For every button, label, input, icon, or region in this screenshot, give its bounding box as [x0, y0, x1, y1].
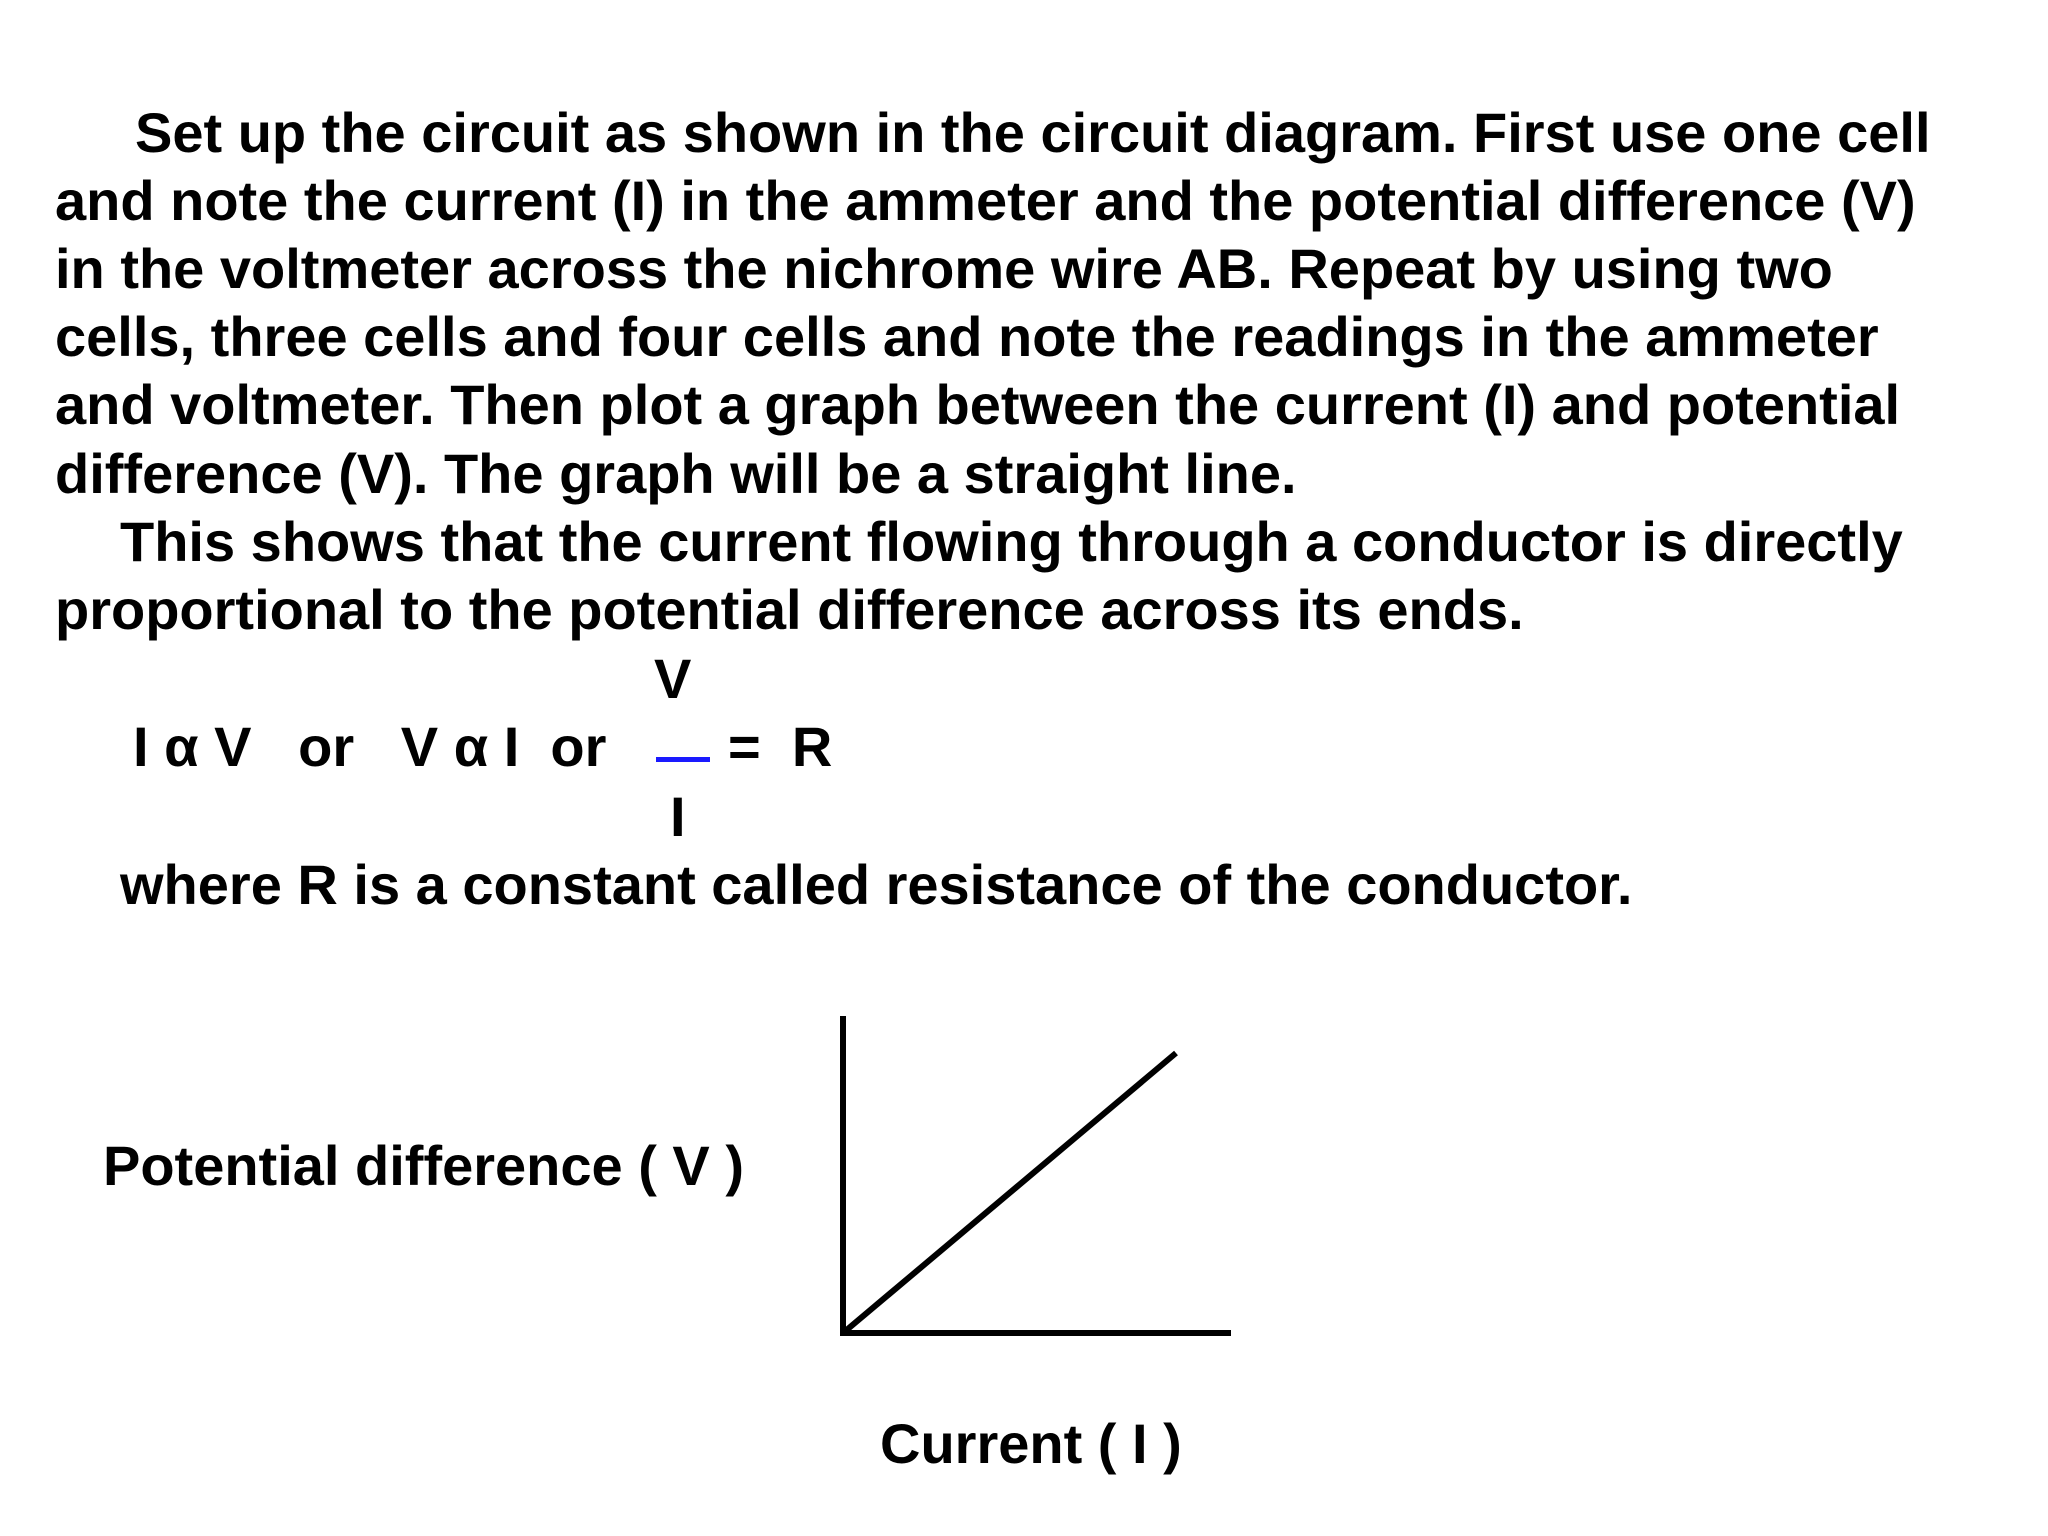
paragraph1-line-1: Set up the circuit as shown in the circuit diagram. First use one cell	[135, 101, 1931, 164]
paragraph1-line-2: and note the current (I) in the ammeter and the potential difference (V)	[55, 169, 1916, 232]
definition-text: where R is a constant called resistance of the conductor.	[120, 853, 1633, 916]
paragraph1-line-6: difference (V). The graph will be a straight line.	[55, 442, 1297, 505]
paragraph2-line-1: This shows that the current flowing through a conductor is directly	[120, 510, 1903, 573]
formula-denominator: I	[670, 785, 686, 848]
paragraph1-line-3: in the voltmeter across the nichrome wire AB. Repeat by using two	[55, 237, 1833, 300]
formula-relation: I α V or V α I or	[133, 715, 607, 778]
paragraph1-line-5: and voltmeter. Then plot a graph between the current (I) and potential	[55, 373, 1901, 436]
paragraph1-line-4: cells, three cells and four cells and note the readings in the ammeter	[55, 305, 1879, 368]
formula-numerator: V	[654, 647, 692, 710]
paragraph2-line-2: proportional to the potential difference across its ends.	[55, 578, 1524, 641]
y-axis-label: Potential difference ( V )	[103, 1134, 744, 1197]
formula-equals: = R	[728, 715, 833, 778]
x-axis-label: Current ( I )	[880, 1412, 1182, 1475]
series-line	[843, 1053, 1176, 1333]
